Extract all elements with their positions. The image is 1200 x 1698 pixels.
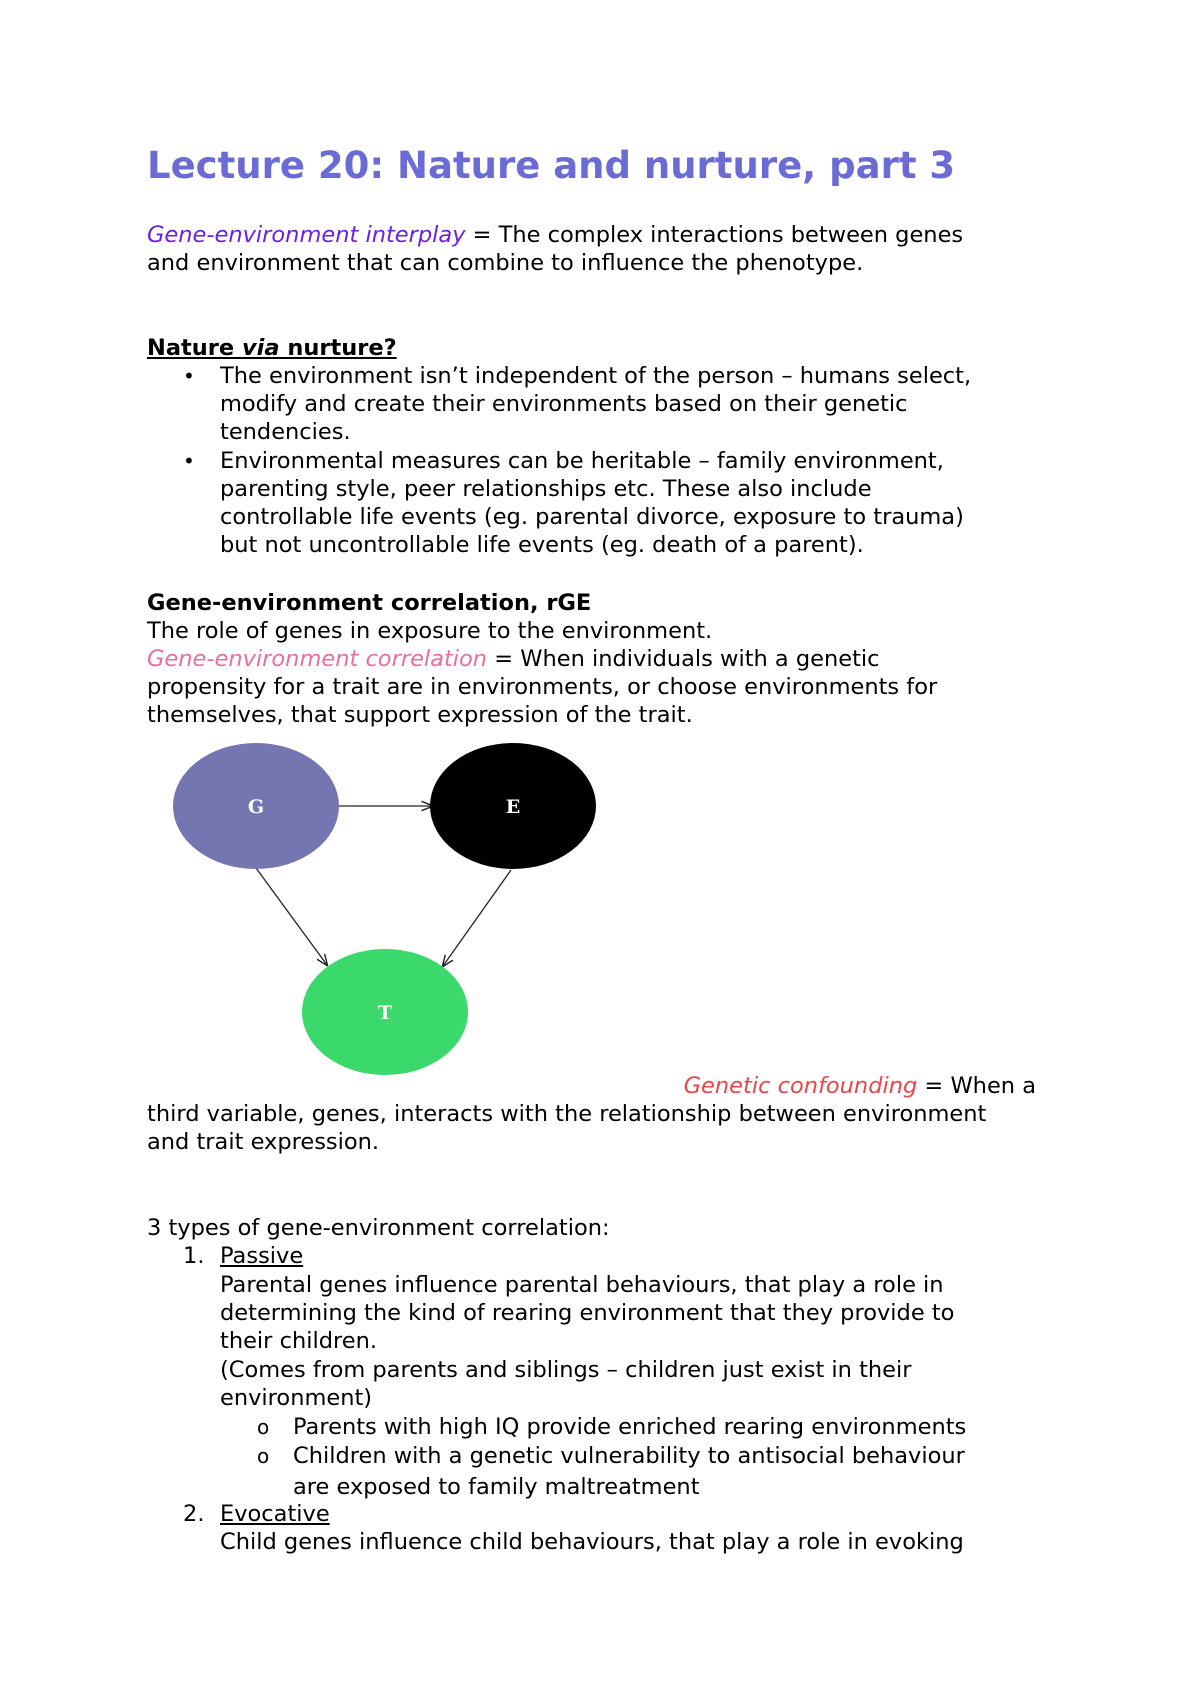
rge-term: Gene-environment correlation [147,646,488,672]
passive-line2: determining the kind of rearing environment that they provide to [220,1300,955,1326]
evocative-label: Evocative [220,1501,330,1527]
types-intro: 3 types of gene-environment correlation: [147,1215,610,1241]
confounding-term: Genetic confounding [683,1073,918,1099]
confounding-definition-line [684,1072,1036,1100]
bullet2-line3: controllable life events (eg. parental divorce, exposure to trauma) [220,504,964,530]
passive-line5: environment) [220,1385,373,1411]
evocative-line1: Child genes influence child behaviours, that play a role in evoking [220,1529,964,1555]
passive-label: Passive [220,1243,304,1269]
bullet2-line2: parenting style, peer relationships etc. These also include [220,476,872,502]
passive-line4: (Comes from parents and siblings – children just exist in their [220,1357,912,1383]
node-g-label: G [247,796,265,818]
rge-def-line2: propensity for a trait are in environments, or choose environments for [147,674,938,700]
list-number: 2. [183,1501,205,1527]
passive-sub1: Parents with high IQ provide enriched rearing environments [293,1414,967,1440]
arrow-e-to-t [443,870,511,966]
sub-bullet-marker: o [257,1415,270,1439]
passive-sub2-line2: are exposed to family maltreatment [293,1474,700,1500]
confounding-def-line2: third variable, genes, interacts with the relationship between environment [147,1101,987,1127]
list-number: 1. [183,1243,205,1269]
heading-part: nurture? [279,335,397,361]
bullet2-line4: but not uncontrollable life events (eg. death of a parent). [220,532,864,558]
confounding-def-text: = When a [917,1073,1036,1099]
bullet-marker: • [183,364,195,388]
bullet2-line1: Environmental measures can be heritable – family environment, [220,448,944,474]
heading-part-italic: via [241,335,280,361]
interplay-def-text: = The complex interactions between genes [465,222,964,248]
page-title: Lecture 20: Nature and nurture, part 3 [147,144,956,187]
passive-sub2-line1: Children with a genetic vulnerability to antisocial behaviour [293,1443,965,1469]
passive-line1: Parental genes influence parental behaviours, that play a role in [220,1272,944,1298]
bullet-marker: • [183,449,195,473]
rge-heading: Gene-environment correlation, rGE [147,590,592,616]
confounding-def-line3: and trait expression. [147,1129,380,1155]
heading-part: Nature [147,335,242,361]
interplay-def-line2: and environment that can combine to influence the phenotype. [147,250,864,276]
passive-line3: their children. [220,1328,378,1354]
node-t-label: T [377,1002,393,1024]
bullet1-line3: tendencies. [220,419,351,445]
sub-bullet-marker: o [257,1444,270,1468]
arrow-g-to-t [256,868,327,965]
rge-def-text: = When individuals with a genetic [487,646,880,672]
rge-line1: The role of genes in exposure to the environment. [147,618,713,644]
interplay-term: Gene-environment interplay [147,222,466,248]
node-e-label: E [505,796,521,818]
bullet1-line1: The environment isn’t independent of the person – humans select, [220,363,972,389]
rge-def-line3: themselves, that support expression of the trait. [147,702,693,728]
bullet1-line2: modify and create their environments based on their genetic [220,391,908,417]
